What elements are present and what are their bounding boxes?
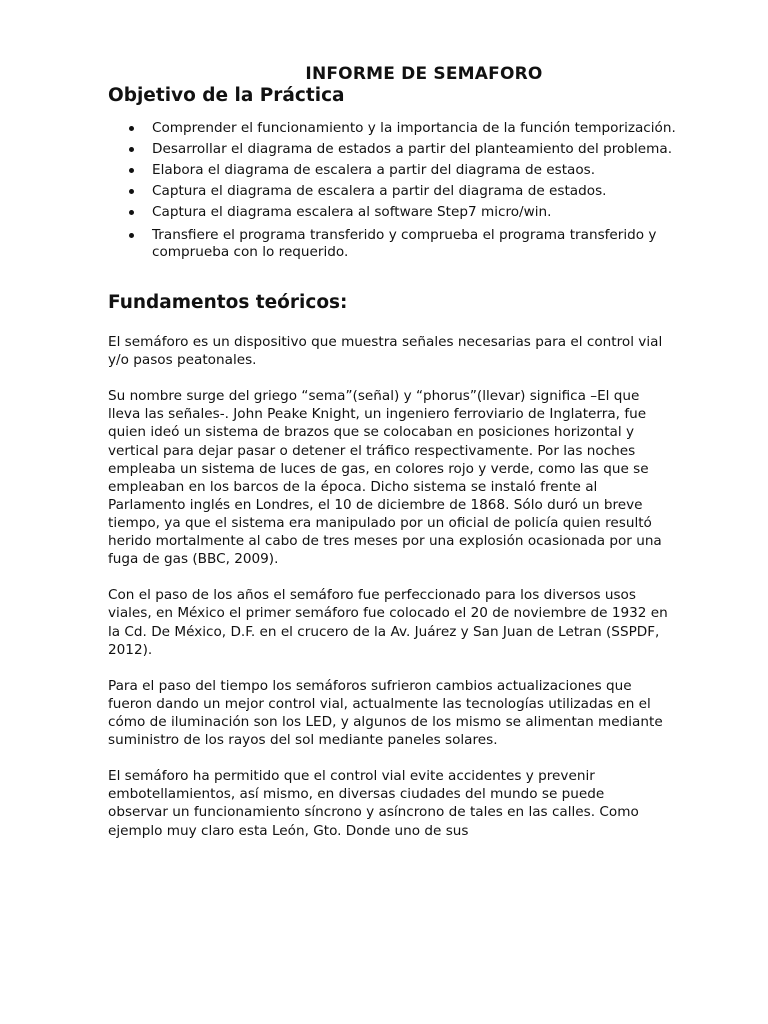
list-item (108, 227, 708, 261)
paragraph: Su nombre surge del griego “sema”(señal) y “phorus”(llevar) significa –El que lleva las señales-. John Peake Knight, un ingeniero ferroviario de Inglaterra, fue quien ideó un sistema de brazos que se colocaban en posiciones horizontal y vertical para dejar pasar o detener el tráfico respectivamente. Por las noches empleaba un sistema de luces de gas, en colores rojo y verde, como las que se empleaban en los barcos de la época. Dicho sistema se instaló frente al Parlamento inglés en Londres, el 10 de diciembre de 1868. Sólo duró un breve tiempo, ya que el sistema era manipulado por un oficial de policía quien resultó herido mortalmente al cabo de tres meses por una explosión ocasionada por una fuga de gas (BBC, 2009). (108, 388, 662, 568)
bullet-icon (129, 168, 134, 173)
objective-text: Comprender el funcionamiento y la importancia de la función temporización. (152, 120, 676, 136)
bullet-icon (129, 126, 134, 131)
bullet-icon (129, 233, 134, 238)
body-text (108, 333, 668, 858)
list-item (108, 204, 708, 221)
objectives-list (108, 120, 708, 265)
paragraph: El semáforo ha permitido que el control vial evite accidentes y prevenir embotellamientos, así mismo, en diversas ciudades del mundo se puede observar un funcionamiento síncrono y asíncrono de tales en las calles. Como ejemplo muy claro esta León, Gto. Donde uno de sus (108, 768, 639, 839)
objective-text: Transfiere el programa transferido y comprueba el programa transferido y comprueba con lo requerido. (152, 227, 657, 260)
list-item (108, 183, 708, 200)
objective-text: Elabora el diagrama de escalera a partir del diagrama de estaos. (152, 162, 596, 178)
fundamentals-heading: Fundamentos teóricos: (108, 292, 348, 313)
list-item (108, 141, 708, 158)
paragraph: Con el paso de los años el semáforo fue perfeccionado para los diversos usos viales, en México el primer semáforo fue colocado el 20 de noviembre de 1932 en la Cd. De México, D.F. en el crucero de la Av. Juárez y San Juan de Letran (SSPDF, 2012). (108, 587, 668, 658)
bullet-icon (129, 147, 134, 152)
document-title: INFORME DE SEMAFORO (305, 64, 543, 84)
objective-text: Captura el diagrama escalera al software Step7 micro/win. (152, 204, 552, 220)
bullet-icon (129, 189, 134, 194)
bullet-icon (129, 210, 134, 215)
objective-text: Desarrollar el diagrama de estados a partir del planteamiento del problema. (152, 141, 673, 157)
list-item (108, 162, 708, 179)
paragraph: El semáforo es un dispositivo que muestra señales necesarias para el control vial y/o pasos peatonales. (108, 334, 663, 369)
paragraph: Para el paso del tiempo los semáforos sufrieron cambios actualizaciones que fueron dando un mejor control vial, actualmente las tecnologías utilizadas en el cómo de iluminación son los LED, y algunos de los mismo se alimentan mediante suministro de los rayos del sol mediante paneles solares. (108, 677, 663, 749)
objective-text: Captura el diagrama de escalera a partir del diagrama de estados. (152, 183, 607, 199)
list-item (108, 120, 708, 137)
objective-heading: Objetivo de la Práctica (108, 85, 345, 106)
